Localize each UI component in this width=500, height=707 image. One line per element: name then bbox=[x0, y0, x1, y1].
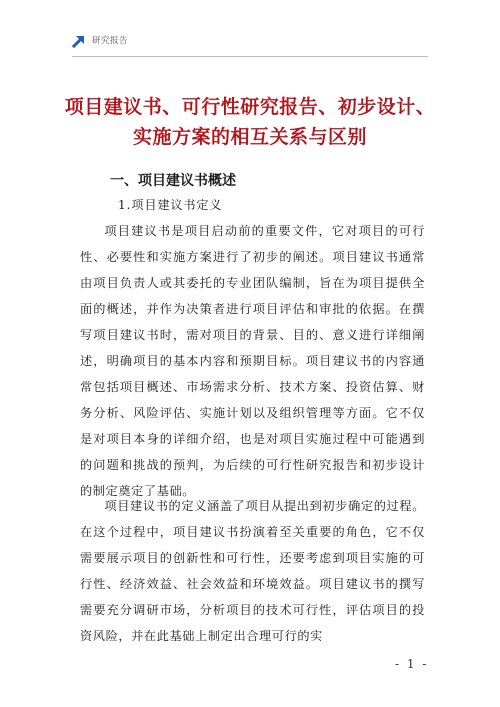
arrow-up-right-icon bbox=[72, 33, 86, 47]
brand-text: 研究报告 bbox=[92, 36, 129, 46]
section-heading: 一、项目建议书概述 bbox=[110, 173, 236, 189]
header-divider bbox=[72, 56, 428, 57]
body-paragraph-1: 项目建议书是项目启动前的重要文件，它对项目的可行性、必要性和实施方案进行了初步的阐述。项目建议书通常由项目负责人或其委托的专业团队编制，旨在为项目提供全面的概述，并作为决策者进行项目评估和审批的依据。在撰写项目建议书时，需对项目的背景、目的、意义进行详细阐述，明确项目的基本内容和预期目标。项目建议书的内容通常包括项目概述、市场需求分析、技术方案、投资估算、财务分析、风险评估、实施计划以及组织管理等方面。它不仅是对项目本身的详细介绍，也是对项目实施过程中可能遇到的问题和挑战的预判，为后续的可行性研究报告和初步设计的制定奠定了基础。 bbox=[80, 224, 425, 498]
document-title: 项目建议书、可行性研究报告、初步设计、实施方案的相互关系与区别 bbox=[64, 96, 436, 148]
subsection-heading: 1.项目建议书定义 bbox=[118, 198, 223, 212]
page-number: - 1 - bbox=[395, 657, 429, 671]
body-paragraph-2: 项目建议书的定义涵盖了项目从提出到初步确定的过程。在这个过程中，项目建议书扮演着至关重要的角色，它不仅需要展示项目的创新性和可行性，还要考虑到项目实施的可行性、经济效益、社会效益和环境效益。项目建议书的撰写需要充分调研市场，分析项目的技术可行性，评估项目的投资风险，并在此基础上制定出合理可行的实 bbox=[80, 499, 425, 643]
page-header bbox=[72, 33, 128, 47]
